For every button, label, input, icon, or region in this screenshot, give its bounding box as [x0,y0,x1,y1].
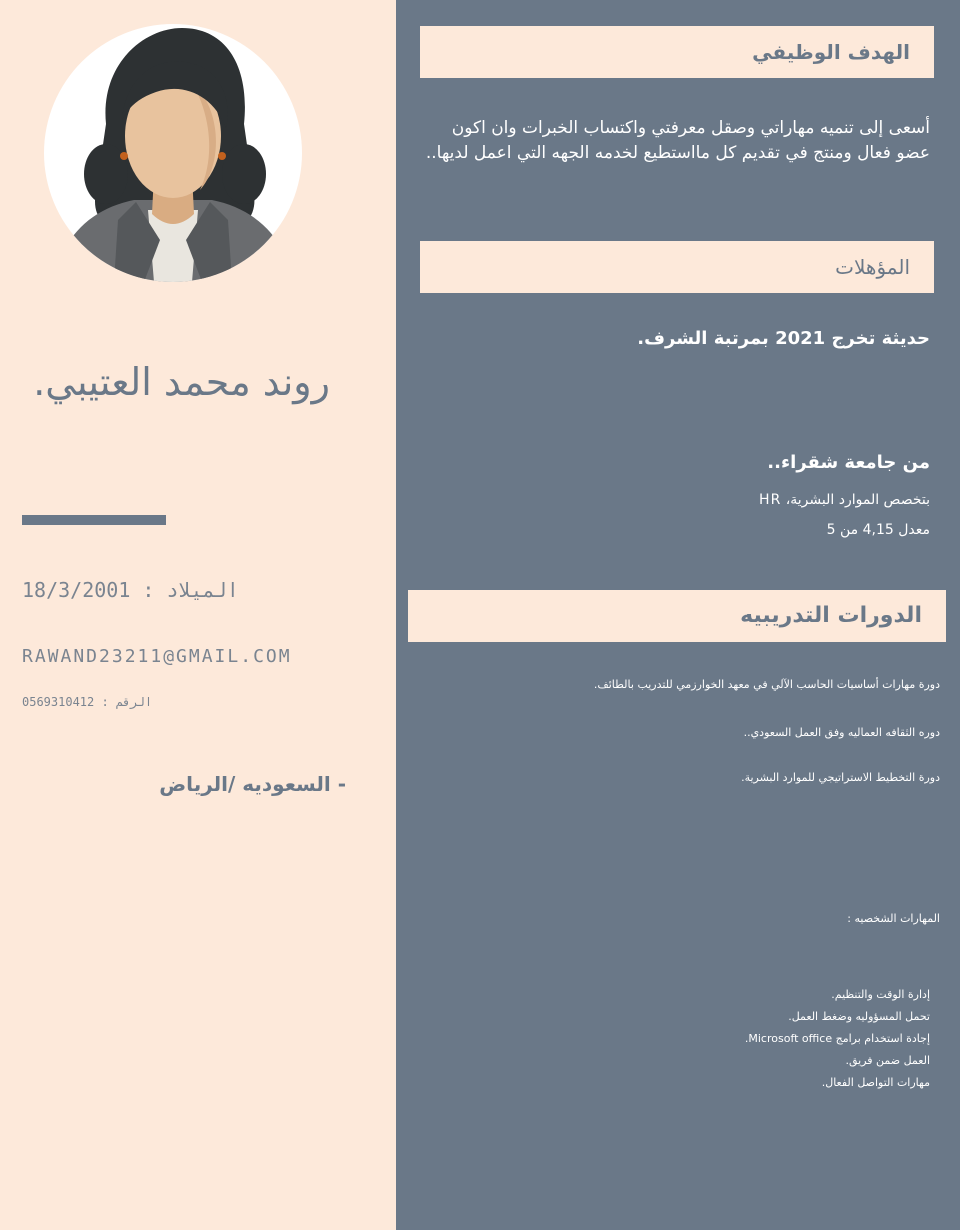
skills-heading: المهارات الشخصيه : [847,912,940,925]
course-item: دوره الثقافه العماليه وفق العمل السعودي.. [743,726,940,739]
course-item: دورة مهارات أساسيات الحاسب الآلي في معهد الخوارزمي للتدريب بالطائف. [593,678,940,691]
course-item: دورة التخطيط الاستراتيجي للموارد البشرية. [741,771,940,784]
graduation-text: حديثة تخرج 2021 بمرتبة الشرف. [637,328,930,349]
objective-heading: الهدف الوظيفي [420,26,934,78]
location: - السعوديه /الرياض [159,772,346,796]
profile-name: روند محمد العتيبي. [33,360,330,404]
skill-item: تحمل المسؤوليه وضغط العمل. [788,1010,930,1023]
university-text: من جامعة شقراء.. [767,452,930,473]
name-divider [22,515,166,525]
skills-list [410,984,930,1094]
gpa-text: معدل 4,15 من 5 [826,522,930,538]
left-panel [0,0,396,1230]
skill-item: العمل ضمن فريق. [845,1054,930,1067]
qualifications-heading: المؤهلات [420,241,934,293]
objective-text: أسعى إلى تنميه مهاراتي وصقل معرفتي واكتساب الخبرات وان اكون عضو فعال ومنتج في تقديم كل مااستطيع لخدمه الجهه التي اعمل لديها.. [425,118,930,163]
phone-number: 0569310412 : الرقم [22,695,153,709]
skill-item: إدارة الوقت والتنظيم. [831,988,930,1001]
profile-avatar [44,24,302,282]
courses-heading: الدورات التدريبيه [408,590,946,642]
birth-date: 18/3/2001 : الميلاد [22,578,239,602]
woman-avatar-icon [44,24,302,282]
skill-item: مهارات التواصل الفعال. [821,1076,930,1089]
skill-item: إجادة استخدام برامج Microsoft office. [744,1032,930,1045]
major-text: بتخصص الموارد البشرية، HR [759,492,930,508]
email-address[interactable]: RAWAND23211@GMAIL.COM [22,646,292,667]
